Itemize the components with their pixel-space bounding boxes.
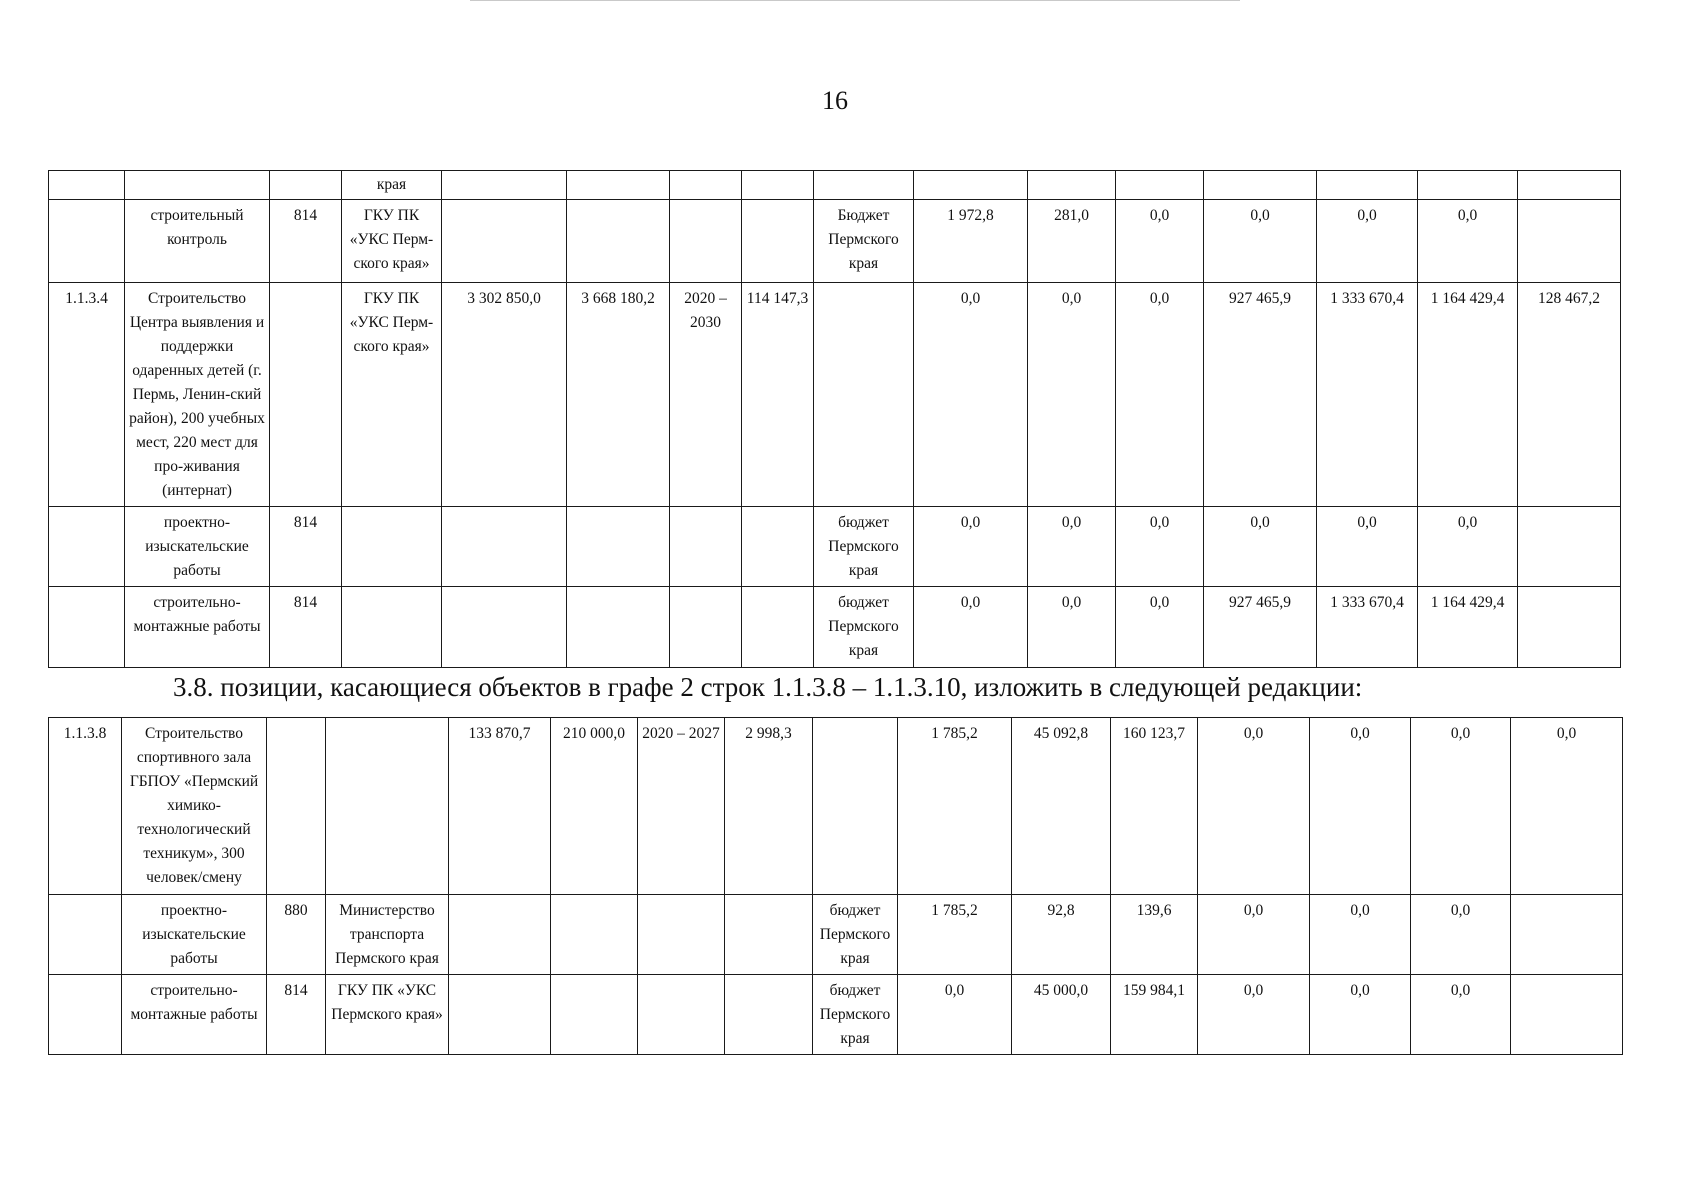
year-value-cell: 1 972,8 [914, 200, 1028, 283]
value-cell [742, 587, 814, 668]
grbs-cell: 880 [267, 895, 326, 975]
value-cell [442, 200, 567, 283]
value-cell: 3 302 850,0 [442, 283, 567, 507]
code-cell: 1.1.3.8 [49, 718, 122, 895]
grbs-cell [270, 283, 342, 507]
year-value-cell: 0,0 [1204, 200, 1317, 283]
code-cell [49, 200, 125, 283]
value-cell [742, 507, 814, 587]
value-cell [551, 975, 638, 1055]
value-cell: 3 668 180,2 [567, 283, 670, 507]
source-cell [814, 283, 914, 507]
scan-edge-line [470, 0, 1240, 1]
value-cell [742, 200, 814, 283]
year-value-cell: 0,0 [1116, 507, 1204, 587]
year-value-cell: 1 785,2 [898, 718, 1012, 895]
source-cell: бюджет Пермского края [813, 895, 898, 975]
value-cell: 210 000,0 [551, 718, 638, 895]
year-value-cell: 0,0 [1310, 975, 1411, 1055]
value-cell [725, 895, 813, 975]
year-value-cell: 0,0 [898, 975, 1012, 1055]
table-row [49, 895, 1623, 975]
table-row [49, 718, 1623, 895]
value-cell [449, 895, 551, 975]
grbs-cell: 814 [270, 200, 342, 283]
year-value-cell: 45 092,8 [1012, 718, 1111, 895]
year-value-cell [1511, 975, 1623, 1055]
grbs-cell: 814 [267, 975, 326, 1055]
continuation-row [49, 171, 1621, 200]
year-value-cell: 0,0 [1511, 718, 1623, 895]
value-cell: 2 998,3 [725, 718, 813, 895]
budget-table-2 [48, 717, 1623, 1055]
table-row [49, 587, 1621, 668]
table-row [49, 507, 1621, 587]
code-cell: 1.1.3.4 [49, 283, 125, 507]
executor-cell: края [342, 171, 442, 200]
code-cell [49, 507, 125, 587]
source-cell: бюджет Пермского края [814, 587, 914, 668]
year-value-cell: 0,0 [1028, 507, 1116, 587]
name-cell: Строительство Центра выявления и поддержки одаренных детей (г. Пермь, Ленин-ский район), 200 учебных мест, 220 мест для про-живания (интернат) [125, 283, 270, 507]
year-value-cell: 927 465,9 [1204, 587, 1317, 668]
year-value-cell: 92,8 [1012, 895, 1111, 975]
value-cell [567, 200, 670, 283]
year-value-cell: 0,0 [914, 283, 1028, 507]
section-heading: 3.8. позиции, касающиеся объектов в графе 2 строк 1.1.3.8 – 1.1.3.10, изложить в следующей редакции: [173, 672, 1363, 702]
code-cell [49, 587, 125, 668]
year-value-cell: 0,0 [1028, 587, 1116, 668]
value-cell [551, 895, 638, 975]
year-value-cell: 1 333 670,4 [1317, 283, 1418, 507]
year-value-cell: 1 333 670,4 [1317, 587, 1418, 668]
executor-cell [342, 507, 442, 587]
year-value-cell: 0,0 [1411, 895, 1511, 975]
grbs-cell: 814 [270, 507, 342, 587]
year-value-cell: 1 164 429,4 [1418, 587, 1518, 668]
grbs-cell: 814 [270, 587, 342, 668]
year-value-cell [1518, 507, 1621, 587]
value-cell [567, 507, 670, 587]
executor-cell: Министерство транспорта Пермского края [326, 895, 449, 975]
name-cell: проектно-изыскательские работы [122, 895, 267, 975]
value-cell [725, 975, 813, 1055]
year-value-cell: 0,0 [1310, 718, 1411, 895]
page-number: 16 [822, 86, 848, 115]
year-value-cell: 0,0 [1317, 200, 1418, 283]
year-value-cell: 0,0 [1116, 587, 1204, 668]
table-row [49, 200, 1621, 283]
period-cell: 2020 – 2027 [638, 718, 725, 895]
year-value-cell: 128 467,2 [1518, 283, 1621, 507]
period-cell [638, 895, 725, 975]
code-cell [49, 895, 122, 975]
code-cell [49, 975, 122, 1055]
year-value-cell: 0,0 [914, 507, 1028, 587]
year-value-cell [1518, 587, 1621, 668]
year-value-cell: 0,0 [1418, 507, 1518, 587]
year-value-cell: 139,6 [1111, 895, 1198, 975]
executor-cell: ГКУ ПК «УКС Пермского края» [326, 975, 449, 1055]
year-value-cell: 0,0 [1116, 200, 1204, 283]
period-cell [670, 507, 742, 587]
year-value-cell: 0,0 [1198, 975, 1310, 1055]
value-cell: 114 147,3 [742, 283, 814, 507]
year-value-cell: 0,0 [1028, 283, 1116, 507]
year-value-cell: 0,0 [1317, 507, 1418, 587]
year-value-cell: 1 785,2 [898, 895, 1012, 975]
source-cell: Бюджет Пермского края [814, 200, 914, 283]
name-cell: строительно-монтажные работы [122, 975, 267, 1055]
year-value-cell: 0,0 [1411, 975, 1511, 1055]
executor-cell: ГКУ ПК «УКС Перм-ского края» [342, 283, 442, 507]
name-cell: проектно-изыскательские работы [125, 507, 270, 587]
table-row [49, 283, 1621, 507]
executor-cell [326, 718, 449, 895]
value-cell [567, 587, 670, 668]
table-row [49, 975, 1623, 1055]
year-value-cell: 0,0 [1116, 283, 1204, 507]
name-cell: строительный контроль [125, 200, 270, 283]
grbs-cell [267, 718, 326, 895]
source-cell [813, 718, 898, 895]
year-value-cell: 0,0 [1198, 895, 1310, 975]
value-cell [442, 507, 567, 587]
source-cell: бюджет Пермского края [814, 507, 914, 587]
name-cell: Строительство спортивного зала ГБПОУ «Пермский химико-технологический техникум», 300 человек/смену [122, 718, 267, 895]
year-value-cell [1518, 200, 1621, 283]
period-cell [638, 975, 725, 1055]
year-value-cell: 281,0 [1028, 200, 1116, 283]
budget-table-1 [48, 170, 1621, 668]
year-value-cell: 0,0 [1310, 895, 1411, 975]
year-value-cell: 0,0 [914, 587, 1028, 668]
source-cell: бюджет Пермского края [813, 975, 898, 1055]
year-value-cell: 159 984,1 [1111, 975, 1198, 1055]
year-value-cell: 160 123,7 [1111, 718, 1198, 895]
year-value-cell: 1 164 429,4 [1418, 283, 1518, 507]
executor-cell: ГКУ ПК «УКС Перм-ского края» [342, 200, 442, 283]
year-value-cell: 927 465,9 [1204, 283, 1317, 507]
value-cell [449, 975, 551, 1055]
period-cell [670, 200, 742, 283]
executor-cell [342, 587, 442, 668]
year-value-cell: 0,0 [1198, 718, 1310, 895]
value-cell: 133 870,7 [449, 718, 551, 895]
period-cell [670, 587, 742, 668]
year-value-cell: 0,0 [1204, 507, 1317, 587]
year-value-cell: 45 000,0 [1012, 975, 1111, 1055]
period-cell: 2020 – 2030 [670, 283, 742, 507]
year-value-cell: 0,0 [1411, 718, 1511, 895]
value-cell [442, 587, 567, 668]
year-value-cell [1511, 895, 1623, 975]
name-cell: строительно-монтажные работы [125, 587, 270, 668]
year-value-cell: 0,0 [1418, 200, 1518, 283]
